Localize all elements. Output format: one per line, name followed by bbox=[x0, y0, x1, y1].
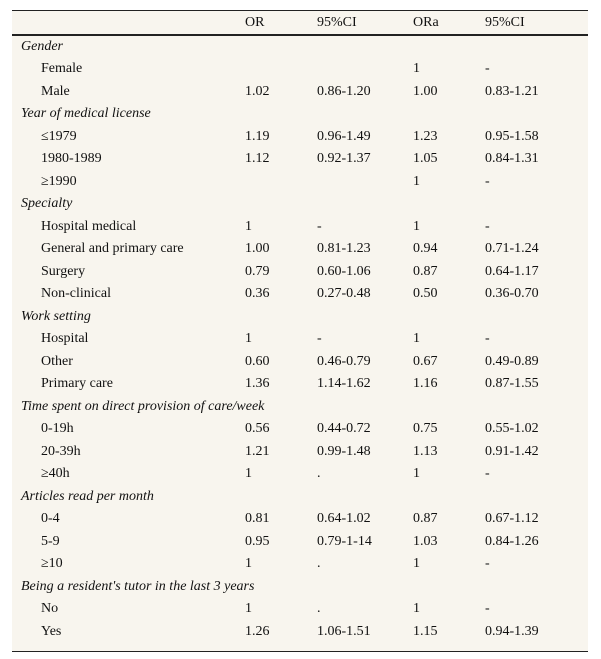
ci-adjusted-value: - bbox=[485, 466, 490, 482]
ci-adjusted-value: - bbox=[485, 61, 490, 77]
table-row bbox=[12, 463, 588, 486]
ci-adjusted-value: 0.83-1.21 bbox=[485, 83, 539, 99]
ci-value: 0.46-0.79 bbox=[317, 353, 371, 369]
or-value: 1.26 bbox=[245, 623, 270, 639]
header-95ci: 95%CI bbox=[305, 11, 403, 35]
ora-value: 1 bbox=[413, 601, 420, 617]
section-heading: Gender bbox=[21, 39, 63, 55]
ci-adjusted-value: 0.55-1.02 bbox=[485, 421, 539, 437]
row-label: ≥10 bbox=[41, 556, 63, 572]
ora-value: 1 bbox=[413, 173, 420, 189]
row-label: Surgery bbox=[41, 263, 86, 279]
or-value: 1.00 bbox=[245, 241, 270, 257]
ci-adjusted-value: 0.84-1.31 bbox=[485, 151, 539, 167]
ci-adjusted-value: 0.71-1.24 bbox=[485, 241, 539, 257]
or-value bbox=[233, 170, 305, 193]
ora-value: 0.87 bbox=[413, 263, 438, 279]
table-row bbox=[12, 598, 588, 621]
section-row bbox=[12, 575, 588, 598]
or-value: 1.12 bbox=[245, 151, 270, 167]
section-row bbox=[12, 395, 588, 418]
header-label-cell bbox=[12, 11, 233, 35]
ci-adjusted-value: 0.84-1.26 bbox=[485, 533, 539, 549]
row-label: 5-9 bbox=[41, 533, 60, 549]
ora-value: 1 bbox=[413, 61, 420, 77]
ci-value: 0.96-1.49 bbox=[317, 128, 371, 144]
table-row bbox=[12, 125, 588, 148]
header-row bbox=[12, 11, 588, 35]
ci-value: - bbox=[317, 218, 322, 234]
or-value: 1.19 bbox=[245, 128, 270, 144]
row-label: ≥40h bbox=[41, 466, 70, 482]
table-row bbox=[12, 553, 588, 576]
row-label: Hospital bbox=[41, 331, 89, 347]
section-heading: Specialty bbox=[21, 196, 73, 212]
ora-value: 0.94 bbox=[413, 241, 438, 257]
or-value: 1 bbox=[245, 601, 252, 617]
table-row bbox=[12, 80, 588, 103]
or-value: 1 bbox=[245, 466, 252, 482]
table-row bbox=[12, 215, 588, 238]
or-value: 1 bbox=[245, 331, 252, 347]
section-row bbox=[12, 485, 588, 508]
ci-adjusted-value: 0.94-1.39 bbox=[485, 623, 539, 639]
ora-value: 1 bbox=[413, 218, 420, 234]
or-value: 1 bbox=[245, 556, 252, 572]
table-row bbox=[12, 148, 588, 171]
table-row bbox=[12, 620, 588, 643]
row-label: 0-4 bbox=[41, 511, 60, 527]
ci-adjusted-value: 0.91-1.42 bbox=[485, 443, 539, 459]
table-row bbox=[12, 238, 588, 261]
ora-value: 1.03 bbox=[413, 533, 438, 549]
header-95ci-adjusted: 95%CI bbox=[473, 11, 588, 35]
row-label: ≤1979 bbox=[41, 128, 77, 144]
ora-value: 0.75 bbox=[413, 421, 438, 437]
ci-value: 0.99-1.48 bbox=[317, 443, 371, 459]
ci-adjusted-value: 0.64-1.17 bbox=[485, 263, 539, 279]
or-value: 1.21 bbox=[245, 443, 270, 459]
or-value: 0.60 bbox=[245, 353, 270, 369]
table-row bbox=[12, 373, 588, 396]
ora-value: 1.16 bbox=[413, 376, 438, 392]
table-row bbox=[12, 58, 588, 81]
section-heading: Time spent on direct provision of care/week bbox=[21, 398, 265, 414]
ci-value: 0.86-1.20 bbox=[317, 83, 371, 99]
row-label: Yes bbox=[41, 623, 62, 639]
ci-adjusted-value: 0.87-1.55 bbox=[485, 376, 539, 392]
header-ora: ORa bbox=[403, 11, 473, 35]
table-row bbox=[12, 508, 588, 531]
ora-value: 1.13 bbox=[413, 443, 438, 459]
header-or: OR bbox=[233, 11, 305, 35]
ora-value: 1.23 bbox=[413, 128, 438, 144]
ci-value: 0.60-1.06 bbox=[317, 263, 371, 279]
ora-value: 0.50 bbox=[413, 286, 438, 302]
section-row bbox=[12, 305, 588, 328]
ci-value: . bbox=[317, 601, 321, 617]
odds-ratio-table-container bbox=[12, 10, 588, 652]
row-label: General and primary care bbox=[41, 241, 184, 257]
ci-value: . bbox=[317, 556, 321, 572]
table-row bbox=[12, 530, 588, 553]
table-header bbox=[12, 11, 588, 35]
ci-adjusted-value: 0.67-1.12 bbox=[485, 511, 539, 527]
row-label: 20-39h bbox=[41, 443, 81, 459]
ora-value: 1.00 bbox=[413, 83, 438, 99]
ci-value: 0.79-1-14 bbox=[317, 533, 372, 549]
ora-value: 1.15 bbox=[413, 623, 438, 639]
ora-value: 1.05 bbox=[413, 151, 438, 167]
ci-value: - bbox=[317, 331, 322, 347]
ora-value: 1 bbox=[413, 331, 420, 347]
ora-value: 1 bbox=[413, 556, 420, 572]
row-label: Hospital medical bbox=[41, 218, 137, 234]
table-row bbox=[12, 283, 588, 306]
or-value: 1 bbox=[245, 218, 252, 234]
ci-value: 0.92-1.37 bbox=[317, 151, 371, 167]
or-value: 0.81 bbox=[245, 511, 270, 527]
row-label: Female bbox=[41, 61, 83, 77]
table-row bbox=[12, 350, 588, 373]
ci-adjusted-value: - bbox=[485, 218, 490, 234]
ci-value: 0.27-0.48 bbox=[317, 286, 371, 302]
ci-value: 1.14-1.62 bbox=[317, 376, 371, 392]
section-row bbox=[12, 103, 588, 126]
or-value bbox=[233, 58, 305, 81]
ci-value bbox=[305, 170, 403, 193]
ci-value: 1.06-1.51 bbox=[317, 623, 371, 639]
ci-adjusted-value: - bbox=[485, 173, 490, 189]
ora-value: 1 bbox=[413, 466, 420, 482]
ci-adjusted-value: 0.95-1.58 bbox=[485, 128, 539, 144]
table-row bbox=[12, 440, 588, 463]
ci-adjusted-value: - bbox=[485, 601, 490, 617]
ci-value: . bbox=[317, 466, 321, 482]
ci-adjusted-value: - bbox=[485, 556, 490, 572]
table-row bbox=[12, 260, 588, 283]
row-label: Other bbox=[41, 353, 73, 369]
ci-value: 0.64-1.02 bbox=[317, 511, 371, 527]
section-heading: Articles read per month bbox=[21, 488, 154, 504]
ora-value: 0.87 bbox=[413, 511, 438, 527]
ci-value: 0.44-0.72 bbox=[317, 421, 371, 437]
or-value: 0.79 bbox=[245, 263, 270, 279]
or-value: 0.56 bbox=[245, 421, 270, 437]
or-value: 0.95 bbox=[245, 533, 270, 549]
row-label: 0-19h bbox=[41, 421, 74, 437]
row-label: 1980-1989 bbox=[41, 151, 102, 167]
ci-adjusted-value: 0.36-0.70 bbox=[485, 286, 539, 302]
row-label: No bbox=[41, 601, 59, 617]
or-value: 0.36 bbox=[245, 286, 270, 302]
ora-value: 0.67 bbox=[413, 353, 438, 369]
section-heading: Work setting bbox=[21, 308, 91, 324]
row-label: Primary care bbox=[41, 376, 113, 392]
row-label: Male bbox=[41, 83, 70, 99]
section-heading: Year of medical license bbox=[21, 106, 151, 122]
table-row bbox=[12, 328, 588, 351]
row-label: Non-clinical bbox=[41, 286, 111, 302]
section-row bbox=[12, 35, 588, 58]
table-body bbox=[12, 35, 588, 643]
or-value: 1.02 bbox=[245, 83, 270, 99]
row-label: ≥1990 bbox=[41, 173, 77, 189]
ci-adjusted-value: - bbox=[485, 331, 490, 347]
table-row bbox=[12, 418, 588, 441]
ci-value bbox=[305, 58, 403, 81]
section-row bbox=[12, 193, 588, 216]
ci-adjusted-value: 0.49-0.89 bbox=[485, 353, 539, 369]
odds-ratio-table bbox=[12, 11, 588, 643]
table-row bbox=[12, 170, 588, 193]
or-value: 1.36 bbox=[245, 376, 270, 392]
ci-value: 0.81-1.23 bbox=[317, 241, 371, 257]
section-heading: Being a resident's tutor in the last 3 years bbox=[21, 578, 255, 594]
